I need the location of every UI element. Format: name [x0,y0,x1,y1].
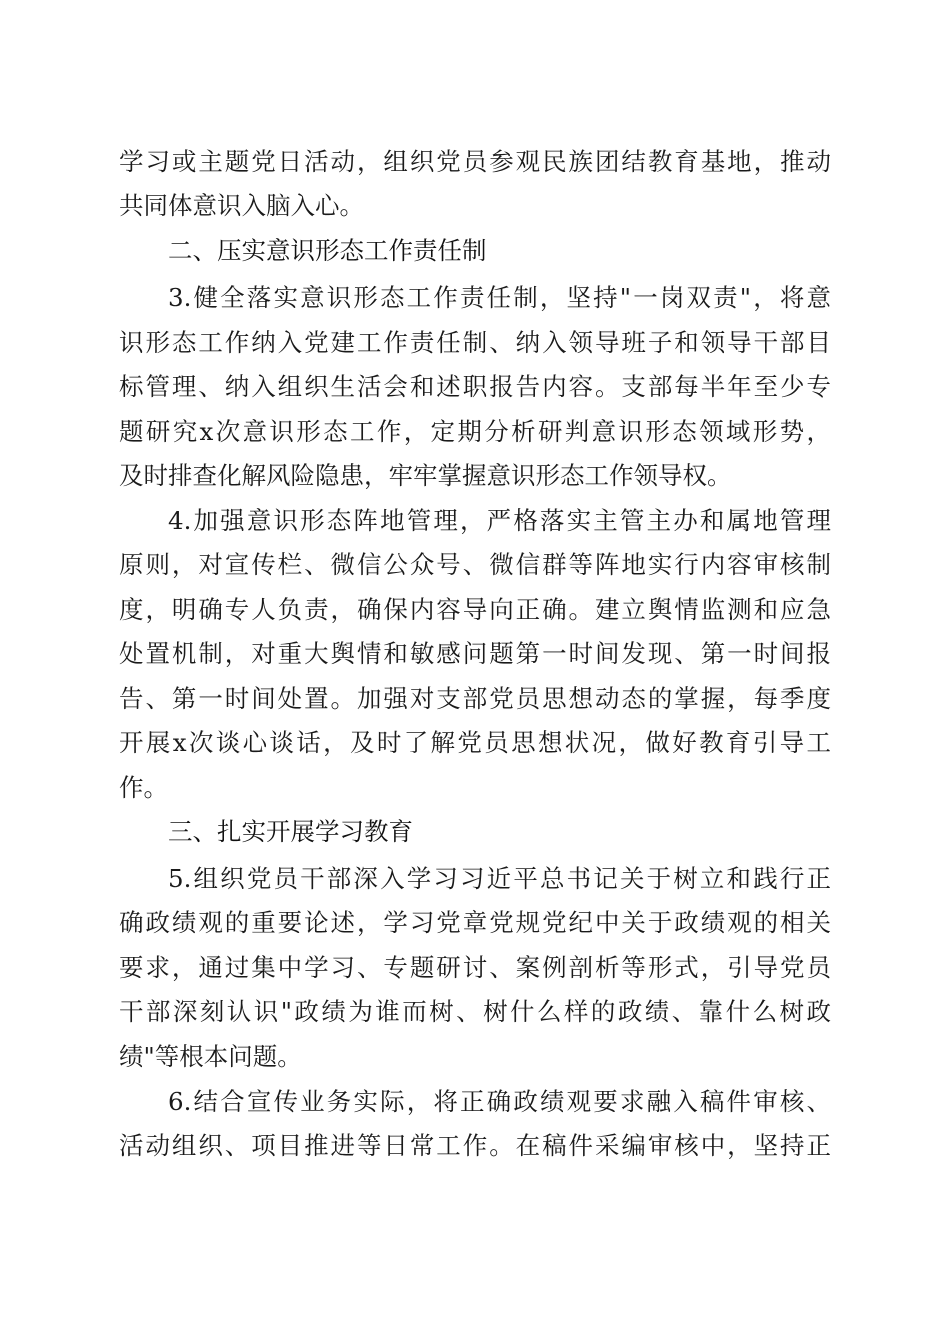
body-text-line: 活动组织、项目推进等日常工作。在稿件采编审核中，坚持正 [119,1131,831,1160]
body-text-line: 原则，对宣传栏、微信公众号、微信群等阵地实行内容审核制 [119,550,831,579]
body-text-line: 处置机制，对重大舆情和敏感问题第一时间发现、第一时间报 [119,639,831,668]
body-text-line: 及时排查化解风险隐患，牢牢掌握意识形态工作领导权。 [119,461,732,490]
body-text-line: 5.组织党员干部深入学习习近平总书记关于树立和践行正 [168,864,831,893]
body-text-line: 告、第一时间处置。加强对支部党员思想动态的掌握，每季度 [119,684,831,713]
body-text-line: 要求，通过集中学习、专题研讨、案例剖析等形式，引导党员 [119,953,831,982]
body-text-line: 作。 [119,773,168,802]
body-text-line: 绩"等根本问题。 [119,1042,302,1071]
body-text-line: 学习或主题党日活动，组织党员参观民族团结教育基地，推动 [119,147,831,176]
body-text-line: 开展x次谈心谈话，及时了解党员思想状况，做好教育引导工 [119,728,831,757]
body-text-line: 3.健全落实意识形态工作责任制，坚持"一岗双责"，将意 [168,283,831,312]
body-text-line: 度，明确专人负责，确保内容导向正确。建立舆情监测和应急 [119,595,831,624]
body-text-line: 标管理、纳入组织生活会和述职报告内容。支部每半年至少专 [119,372,831,401]
body-text-line: 识形态工作纳入党建工作责任制、纳入领导班子和领导干部目 [119,328,831,357]
body-text-line: 6.结合宣传业务实际，将正确政绩观要求融入稿件审核、 [168,1087,831,1116]
body-text-line: 4.加强意识形态阵地管理，严格落实主管主办和属地管理 [168,506,831,535]
body-text-line: 干部深刻认识"政绩为谁而树、树什么样的政绩、靠什么树政 [119,997,831,1026]
body-text-line: 共同体意识入脑入心。 [119,191,364,220]
section-heading-2: 二、压实意识形态工作责任制 [168,236,487,265]
body-text-line: 确政绩观的重要论述，学习党章党规党纪中关于政绩观的相关 [119,908,831,937]
body-text-line: 题研究x次意识形态工作，定期分析研判意识形态领域形势， [119,417,831,446]
section-heading-3: 三、扎实开展学习教育 [168,817,413,846]
